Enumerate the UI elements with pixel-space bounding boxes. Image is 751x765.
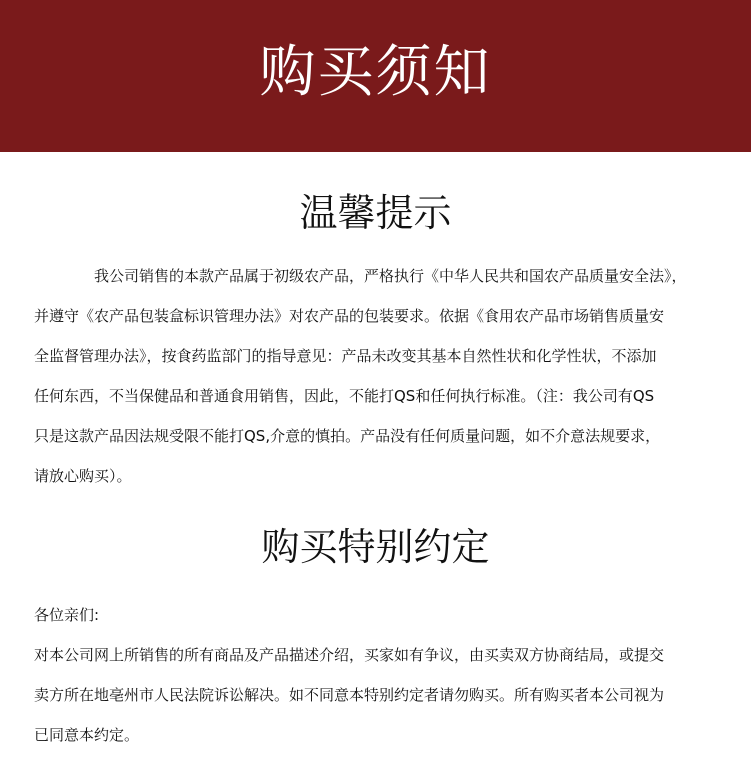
- notice-line-3: 全监督管理办法》，按食药监部门的指导意见：产品未改变其基本自然性状和化学性状，不添加: [34, 347, 657, 365]
- agreement-greeting: 各位亲们:: [34, 606, 100, 624]
- notice-line-6: 请放心购买）。: [34, 467, 132, 485]
- notice-line-4: 任何东西，不当保健品和普通食用销售，因此，不能打QS和任何执行标准。（注：我公司有QS: [34, 387, 655, 405]
- notice-title: 温馨提示: [299, 191, 452, 235]
- agreement-line-1: 对本公司网上所销售的所有商品及产品描述介绍，买家如有争议，由买卖双方协商结局，或提交: [34, 646, 665, 664]
- notice-line-1: 我公司销售的本款产品属于初级农产品，严格执行《中华人民共和国农产品质量安全法》，: [94, 267, 687, 285]
- page-title: 购买须知: [259, 40, 492, 105]
- agreement-title: 购买特别约定: [261, 525, 490, 569]
- notice-line-5: 只是这款产品因法规受限不能打QS,介意的慎拍。产品没有任何质量问题，如不介意法规要求，: [34, 427, 661, 445]
- header-banner: [0, 0, 751, 152]
- agreement-line-2: 卖方所在地亳州市人民法院诉讼解决。如不同意本特别约定者请勿购买。所有购买者本公司视为: [34, 686, 665, 704]
- notice-line-2: 并遵守《农产品包装盒标识管理办法》对农产品的包装要求。依据《食用农产品市场销售质量安: [34, 307, 665, 325]
- agreement-line-3: 已同意本约定。: [34, 726, 140, 744]
